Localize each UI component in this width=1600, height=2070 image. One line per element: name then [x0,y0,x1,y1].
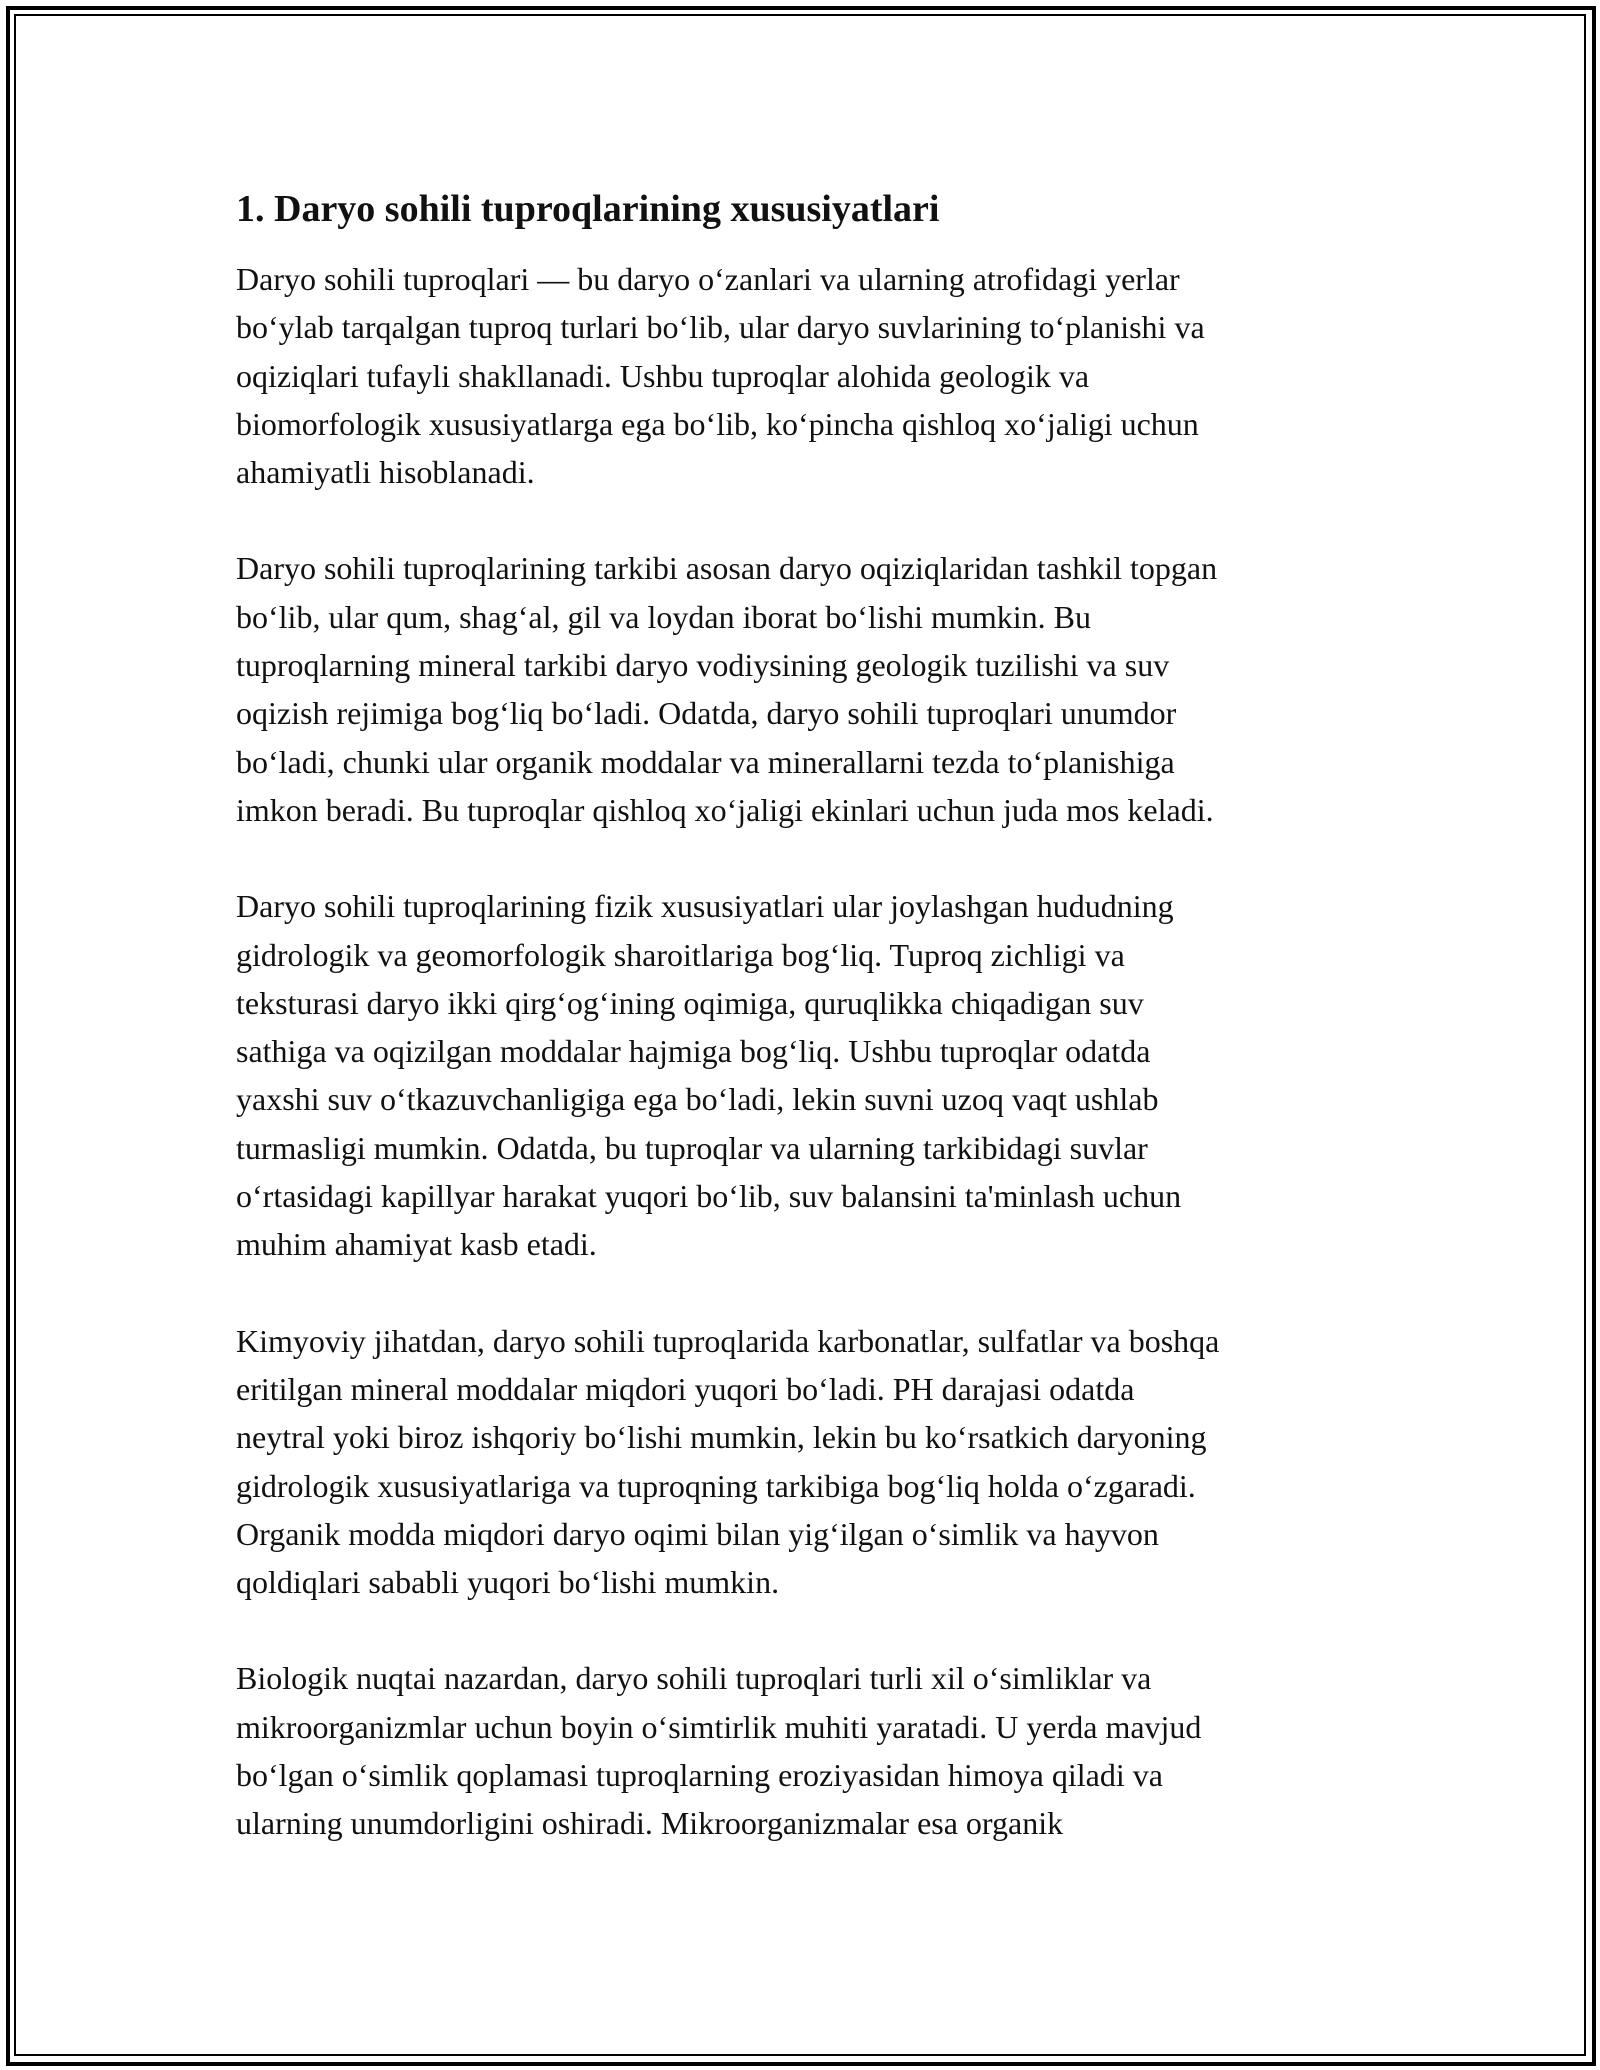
text-line: Kimyoviy jihatdan, daryo sohili tuproqlarida karbonatlar, sulfatlar va boshqa [236,1322,1220,1359]
text-line: o‘rtasidagi kapillyar harakat yuqori bo‘lib, suv balansini ta'minlash uchun [236,1178,1182,1215]
paragraph-physical-properties [236,882,1376,1268]
text-line: muhim ahamiyat kasb etadi. [236,1226,597,1263]
text-line: bo‘lib, ular qum, shag‘al, gil va loydan iborat bo‘lishi mumkin. Bu [236,598,1091,635]
paragraph-composition [236,544,1376,834]
document-body [236,185,1376,1896]
text-line: turmasligi mumkin. Odatda, bu tuproqlar va ularning tarkibidagi suvlar [236,1129,1148,1166]
text-line: imkon beradi. Bu tuproqlar qishloq xo‘jaligi ekinlari uchun juda mos keladi. [236,791,1214,828]
text-line: gidrologik xususiyatlariga va tuproqning tarkibiga bog‘liq holda o‘zgaradi. [236,1467,1196,1504]
text-line: teksturasi daryo ikki qirg‘og‘ining oqimiga, quruqlikka chiqadigan suv [236,984,1144,1021]
text-line: Biologik nuqtai nazardan, daryo sohili tuproqlari turli xil o‘simliklar va [236,1660,1152,1697]
text-line: gidrologik va geomorfologik sharoitlariga bog‘liq. Tuproq zichligi va [236,936,1125,973]
text-line: bo‘lgan o‘simlik qoplamasi tuproqlarning eroziyasidan himoya qiladi va [236,1757,1163,1794]
text-line: oqiziqlari tufayli shakllanadi. Ushbu tuproqlar alohida geologik va [236,357,1090,394]
text-line: biomorfologik xususiyatlarga ega bo‘lib, ko‘pincha qishloq xo‘jaligi uchun [236,405,1199,442]
text-line: oqizish rejimiga bog‘liq bo‘ladi. Odatda, daryo sohili tuproqlari unumdor [236,695,1177,732]
text-line: ahamiyatli hisoblanadi. [236,454,535,491]
text-line: Daryo sohili tuproqlarining fizik xususiyatlari ular joylashgan hududning [236,888,1174,925]
paragraph-chemical-properties [236,1317,1376,1607]
text-line: qoldiqlari sababli yuqori bo‘lishi mumkin. [236,1564,780,1601]
paragraph-biological-properties [236,1654,1376,1847]
text-line: Organik modda miqdori daryo oqimi bilan yig‘ilgan o‘simlik va hayvon [236,1515,1159,1552]
text-line: mikroorganizmlar uchun boyin o‘simtirlik muhiti yaratadi. U yerda mavjud [236,1708,1202,1745]
text-line: ularning unumdorligini oshiradi. Mikroorganizmalar esa organik [236,1805,1064,1842]
text-line: neytral yoki biroz ishqoriy bo‘lishi mumkin, lekin bu ko‘rsatkich daryoning [236,1419,1207,1456]
text-line: bo‘ladi, chunki ular organik moddalar va minerallarni tezda to‘planishiga [236,743,1175,780]
paragraph-intro [236,255,1376,496]
text-line: tuproqlarning mineral tarkibi daryo vodiysining geologik tuzilishi va suv [236,647,1170,684]
text-line: bo‘ylab tarqalgan tuproq turlari bo‘lib, ular daryo suvlarining to‘planishi va [236,309,1205,346]
text-line: eritilgan mineral moddalar miqdori yuqori bo‘ladi. PH darajasi odatda [236,1370,1135,1407]
text-line: yaxshi suv o‘tkazuvchanligiga ega bo‘ladi, lekin suvni uzoq vaqt ushlab [236,1081,1159,1118]
text-line: Daryo sohili tuproqlari — bu daryo o‘zanlari va ularning atrofidagi yerlar [236,261,1180,297]
text-line: sathiga va oqizilgan moddalar hajmiga bog‘liq. Ushbu tuproqlar odatda [236,1033,1151,1070]
text-line: Daryo sohili tuproqlarining tarkibi asosan daryo oqiziqlaridan tashkil topgan [236,550,1218,587]
section-heading: 1. Daryo sohili tuproqlarining xususiyatlari [236,188,940,230]
